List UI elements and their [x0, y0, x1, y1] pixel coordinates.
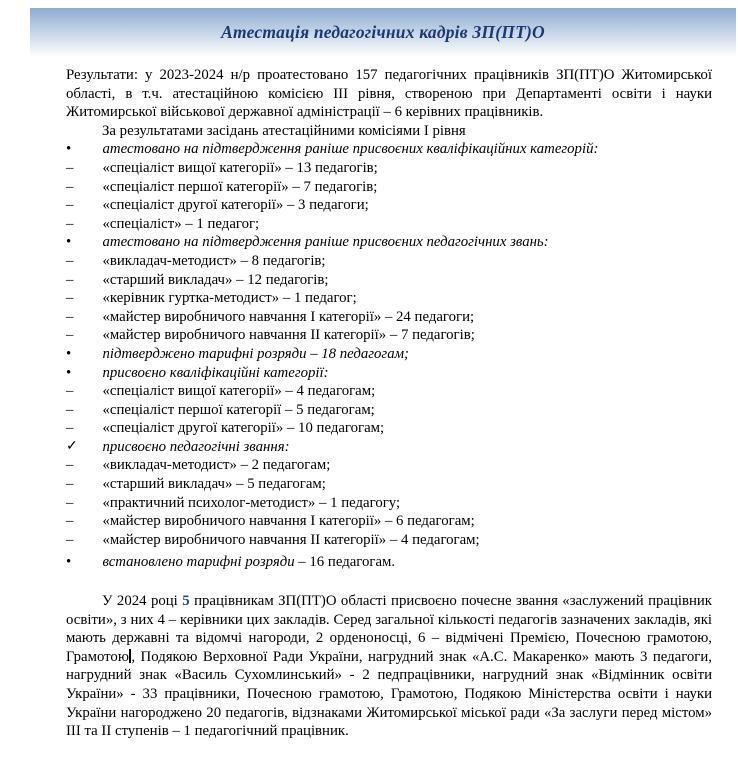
- list-item: [66, 345, 712, 364]
- list-marker: –: [66, 383, 74, 400]
- list-item-text: «майстер виробничого навчання ІІ категорії» – 7 педагогів;: [102, 327, 475, 344]
- list-item: [66, 419, 712, 438]
- list-marker: –: [66, 401, 74, 418]
- list-marker: –: [66, 457, 74, 474]
- list-item-text: «спеціаліст другої категорії» – 10 педагогам;: [102, 420, 385, 437]
- list-item: [66, 401, 712, 420]
- list-item-text: присвоєно педагогічні звання:: [102, 438, 290, 455]
- list-item: [66, 512, 712, 531]
- list-item-text: «викладач-методист» – 2 педагогам;: [102, 457, 331, 474]
- list-marker: –: [66, 308, 74, 325]
- list-item: [66, 553, 712, 572]
- list-item-text: «практичний психолог-методист» – 1 педагогу;: [102, 494, 401, 511]
- list-marker: –: [66, 215, 74, 232]
- list-item-text: атестовано на підтвердження раніше присвоєних кваліфікаційних категорій:: [102, 141, 599, 158]
- list-marker: –: [66, 159, 74, 176]
- list-item: [66, 438, 712, 457]
- list-item: [66, 233, 712, 252]
- list-item-text: «майстер виробничого навчання ІІ категорії» – 4 педагогам;: [102, 531, 480, 548]
- list-item: [66, 475, 712, 494]
- list-marker: –: [66, 494, 74, 511]
- list-item-text: «керівник гуртка-методист» – 1 педагог;: [102, 290, 357, 307]
- attestation-list: [66, 140, 712, 572]
- list-marker: –: [66, 271, 74, 288]
- list-item-text: атестовано на підтвердження раніше присвоєних педагогічних звань:: [102, 234, 549, 251]
- list-item-text: «майстер виробничого навчання І категорії» – 24 педагоги;: [102, 308, 475, 325]
- list-item: [66, 494, 712, 513]
- list-item-text: присвоєно кваліфікаційні категорії:: [102, 364, 329, 381]
- list-marker: –: [66, 290, 74, 307]
- list-marker: •: [66, 345, 72, 362]
- list-item-text: «викладач-методист» – 8 педагогів;: [102, 252, 326, 269]
- list-marker: –: [66, 327, 74, 344]
- list-item: [66, 289, 712, 308]
- honored-count: 5: [182, 593, 190, 610]
- list-item-text: «старший викладач» – 5 педагогам;: [102, 476, 326, 493]
- list-marker: –: [66, 178, 74, 195]
- document-title: Атестація педагогічних кадрів ЗП(ПТ)О: [221, 22, 545, 42]
- list-marker: –: [66, 513, 74, 530]
- list-item: [66, 215, 712, 234]
- list-marker: –: [66, 476, 74, 493]
- list-item: [66, 140, 712, 159]
- list-item: [66, 531, 712, 550]
- page-header-banner: [30, 8, 736, 57]
- results-subline: За результатами засідань атестаційними комісіями І рівня: [102, 122, 466, 139]
- closing-paragraph: У 2024 році 5 працівникам ЗП(ПТ)О області присвоєно почесне звання «заслужений працівник освіти», з них 4 – керівники цих закладів. Серед загальної кількості педагогів зазначених закладів, які мають державні та відомчі нагороди, 2 орденоносці, 6 – відмічені Премією, Почесною грамотою, Грамотою , Подякою Верховної Ради України, нагрудний знак «А.С. Макаренко» мають 3 педагоги, нагрудний знак «Василь Сухомлинський» - 2 педпрацівники, нагрудний знак «Відмінник освіти України» - 33 працівники, Почесною грамотою, Грамотою, Подякою Міністерства освіти і науки України нагороджено 20 педагогів, відзнаками Житомирської міської ради «За заслуги перед містом» ІІІ та ІІ ступенів – 1 педагогічний працівник.: [66, 593, 712, 740]
- list-item: [66, 364, 712, 383]
- list-item: [66, 382, 712, 401]
- list-marker: •: [66, 554, 72, 571]
- list-item: [66, 178, 712, 197]
- list-marker: •: [66, 234, 72, 251]
- list-item: [66, 456, 712, 475]
- list-item: [66, 308, 712, 327]
- list-item-text: підтверджено тарифні розряди – 18 педагогам;: [102, 345, 409, 362]
- list-item-text: «спеціаліст вищої категорії» – 13 педагогів;: [102, 159, 378, 176]
- list-item-text: «майстер виробничого навчання І категорії» – 6 педагогам;: [102, 513, 475, 530]
- list-marker: –: [66, 420, 74, 437]
- list-item-text: «спеціаліст» – 1 педагог;: [102, 215, 260, 232]
- list-item: [66, 159, 712, 178]
- list-item-text: «спеціаліст вищої категорії» – 4 педагогам;: [102, 383, 376, 400]
- list-item: [66, 271, 712, 290]
- document-body[interactable]: [66, 66, 712, 741]
- list-item-text: «старший викладач» – 12 педагогів;: [102, 271, 329, 288]
- list-marker: –: [66, 252, 74, 269]
- list-item-text: встановлено тарифні розряди – 16 педагогам.: [102, 554, 396, 571]
- list-marker: •: [66, 364, 72, 381]
- intro-paragraph: Результати: у 2023-2024 н/р проатестовано 157 педагогічних працівників ЗП(ПТ)О Житомирської області, в т.ч. атестаційною комісією ІІІ рівня, створеною при Департаменті освіти і науки Житомирської військової державної адміністрації – 6 керівних працівників.: [66, 67, 712, 121]
- list-marker: –: [66, 531, 74, 548]
- list-item: [66, 196, 712, 215]
- list-marker: ✓: [66, 438, 78, 454]
- list-item: [66, 252, 712, 271]
- list-marker: –: [66, 197, 74, 214]
- list-item-text: «спеціаліст першої категорії – 5 педагогам;: [102, 401, 375, 418]
- list-item: [66, 326, 712, 345]
- list-item-text: «спеціаліст другої категорії» – 3 педагоги;: [102, 197, 369, 214]
- list-item-text: «спеціаліст першої категорії» – 7 педагогів;: [102, 178, 378, 195]
- list-marker: •: [66, 141, 72, 158]
